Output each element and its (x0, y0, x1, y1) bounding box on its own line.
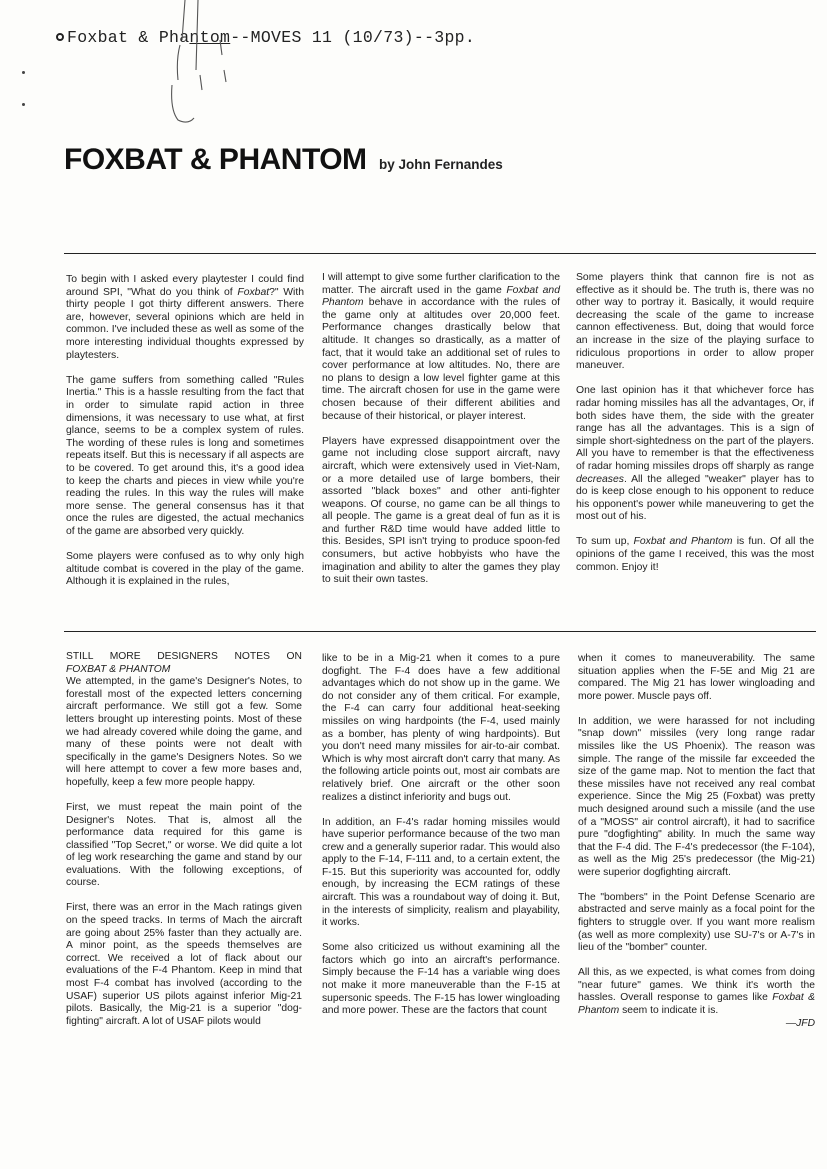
text-run: First, there was an error in the Mach ratings given on the speed tracks. In terms of Mach the aircraft are going about 25% faster than they actually are. A minor point, as the speeds themselves are correct. We received a lot of flack about our evaluations of the F-4 Phantom. Keep in mind that most F-4 combat has involved (according to the USAF) superior US pilots against inferior Mig-21 pilots. Basically, the Mig-21 is a superior "dog-fighting" aircraft. A lot of USAF pilots would (66, 902, 302, 1027)
text-run: The game suffers from something called "Rules Inertia." This is a hassle resulting from the fact that in order to simulate rapid action in three dimensions, it was necessary to use what, at first glance, seems to be a complex system of rules. The wording of these rules is long and sometimes repeats itself. But this is necessary if all aspects are to be covered. To get around this, it's a good idea to keep the charts and pieces in view while you're reading the rules. In this way the rules will make more sense. The general consensus has it that once the rules are digested, the actual mechanics of the game are absorbed very quickly. (66, 374, 304, 537)
header-suffix: --MOVES 11 (10/73)--3pp. (230, 28, 476, 47)
paragraph (576, 272, 814, 373)
text-run: Some players think that cannon fire is not as effective as it should be. The truth is, there was no other way to portray it. Basically, it would require decreasing the scale of the game to increase cannon effectiveness. But, doing that would force an increase in the size of the playing surface to ridiculous proportions in order to allow proper maneuver. (576, 272, 814, 372)
paragraph (66, 551, 304, 589)
paragraph (322, 436, 560, 587)
paragraph (576, 385, 814, 524)
paragraph (66, 902, 302, 1028)
text-run: seem to indicate it is. (619, 1005, 719, 1017)
text-run: like to be in a Mig-21 when it comes to a pure dogfight. The F-4 does have a few additional advantages which do not show up in the game. We do not consider any of them critical. For example, the F-4 can carry four additional heat-seeking missiles on wing hardpoints (the F-4, used mainly as a bomber, has plenty of wing hardpoints). But you don't need many missiles for air-to-air combat. Which is why most aircraft don't carry that many. As the following article points out, most air combats are relatively brief. One aircraft or the other soon realizes a distinct inferiority and bugs out. (322, 653, 560, 803)
title-block (64, 143, 503, 177)
text-run: To begin with I asked every playtester I could find around SPI, "What do you think of (66, 274, 304, 298)
text-run: Some players were confused as to why only high altitude combat is covered in the play of the game. Although it is explained in the rules, (66, 551, 304, 588)
speck (22, 71, 25, 74)
notes-column-3 (578, 653, 815, 1031)
text-run: The "bombers" in the Point Defense Scenario are abstracted and serve mainly as a focal point for the fighters to struggle over. If you want more realism (as well as more complexity) use SU-7's or A-7's in lieu of the "bomber" counter. (578, 891, 815, 954)
text-run: Some also criticized us without examining all the factors which go into an aircraft's performance. Simply because the F-14 has a variable wing does not make it more maneuverable than the F-15 at supersonic speeds. The F-15 has lower wingloading and more power. These are the factors that count (322, 942, 560, 1017)
paragraph (578, 892, 815, 955)
bullet-icon (56, 33, 64, 41)
signature: —JFD (785, 1018, 815, 1029)
text-run: In addition, an F-4's radar homing missiles would have superior performance because of the two man crew and a generally superior radar. This would also apply to the F-14, F-111 and, to a certain extent, the F-15. But this superiority was accounted for, oddly enough, by increasing the ECM ratings of these aircraft. This was a roundabout way of doing it. But, in the interests of simplicity, realism and playability, it works. (322, 816, 560, 929)
italic-text: Foxbat and Phantom (322, 284, 560, 309)
paragraph (322, 817, 560, 930)
italic-text: Foxbat and Phantom (633, 536, 733, 548)
text-run: All this, as we expected, is what comes from doing "near future" games. We think it's worth the hassles. Overall response to games like (578, 967, 815, 1004)
text-run: We attempted, in the game's Designer's Notes, to forestall most of the expected letters concerning aircraft performance. We still got a few. Some letters brought up interesting points. Most of these we had already covered while doing the game, and many of these points were not dealt with specifically in the game's Designers Notes. So we will here attempt to cover a few more bases and, hopefully, keep a few more people happy. (66, 676, 302, 788)
paragraph (576, 536, 814, 574)
italic-text: Foxbat & Phantom (578, 992, 815, 1017)
paragraph (66, 274, 304, 362)
notes-column-2 (322, 653, 560, 1030)
pen-scribble (160, 0, 250, 130)
paragraph (322, 942, 560, 1018)
notes-column-1 (66, 651, 302, 1041)
text-run: behave in accordance with the rules of the game only at altitudes over 20,000 feet. Performance changes drastically below that altitude. It changes so drastically, as a matter of fact, that it would take an additional set of rules to cover performance at low altitudes. No, there are no plans to design a low level fighter game at this time. The aircraft chosen for use in the game were chosen because of their different abilities and because of their historical, or player interest. (322, 297, 560, 422)
text-run: ?" With thirty people I got thirty different answers. There are, however, several opinions which are held in common. I've included these as well as some of the more interesting individual thoughts expressed by playtesters. (66, 286, 304, 361)
text-run: One last opinion has it that whichever force has radar homing missiles has all the advantages, Or, if both sides have them, the side with the greater range has all the advantages. This is a sign of simple short-sightedness on the part of the players. All you have to remember is that the effectiveness of radar homing missiles drops off sharply as range (576, 385, 814, 472)
text-run: . All the alleged "weaker" player has to do is keep close enough to his opponent to reduce his opponent's power while maneuvering to get the most out of his. (576, 473, 814, 523)
paragraph (322, 272, 560, 423)
text-run: In addition, we were harassed for not including "snap down" missiles (very long range radar missiles like the US Phoenix). The reason was simple. The range of the missile far exceeded the size of the game map. Not to mention the fact that these missiles have not received any real combat experience. Since the Mig 25 (Foxbat) was pretty much designed around such a missile (and the use of a "MOSS" air control aircraft), it had to sacrifice pure "dogfighting" ability. In much the same way that the F-4 did. The F-4's predecessor (the F-104), as well as the Mig 25's predecessor (the Mig-21) were superior dogfighting aircraft. (578, 715, 815, 878)
paragraph (66, 676, 302, 789)
paragraph (578, 967, 815, 1017)
text-run: To sum up, (576, 536, 634, 548)
header-prefix: Foxbat & Pha (67, 28, 190, 47)
italic-text: Foxbat (237, 286, 270, 298)
text-run: is fun. Of all the opinions of the game I received, this was the most common. Enjoy it! (576, 536, 814, 573)
notes-subheading: FOXBAT & PHANTOM (66, 663, 171, 675)
italic-text: decreases (576, 473, 624, 485)
header-line (56, 28, 475, 47)
paragraph (322, 653, 560, 804)
paragraph (66, 802, 302, 890)
section-rule (64, 631, 816, 632)
article-column-3 (576, 272, 814, 587)
text-run: I will attempt to give some further clarification to the matter. The aircraft used in the game (322, 272, 560, 296)
article-byline: by John Fernandes (379, 157, 503, 172)
title-rule (64, 253, 816, 254)
article-title: FOXBAT & PHANTOM (64, 143, 367, 176)
paragraph (578, 716, 815, 880)
notes-column-1-body (66, 676, 302, 1028)
paragraph (66, 375, 304, 539)
notes-column-3-body (578, 653, 815, 1018)
text-run: First, we must repeat the main point of the Designer's Notes. That is, almost all the performance data required for this game is classified "Top Secret," or worse. We did quite a lot of leg work researching the game and stand by our evaluations. With the following exceptions, of course. (66, 801, 302, 889)
header-underlined: ntom (189, 28, 231, 47)
paragraph (578, 653, 815, 703)
article-column-2 (322, 272, 560, 599)
text-run: Players have expressed disappointment over the game not including close support aircraft, navy aircraft, which were extensively used in Viet-Nam, or a more detailed use of large bombers, their assorted "black boxes" and other anti-fighter weapons. Of course, no game can be all things to all people. The game is a great deal of fun as it is and further R&D time would have added little to this. Besides, SPI isn't trying to produce spoon-fed consumers, but active hobbyists who have the imagination and ability to alter the games they play to suit their own tastes. (322, 435, 560, 586)
article-column-1 (66, 274, 304, 601)
text-run: when it comes to maneuverability. The same situation applies when the F-5E and Mig 21 are compared. The Mig 21 has lower wingloading and more power. Muscle pays off. (578, 653, 815, 702)
notes-heading: STILL MORE DESIGNERS NOTES ON (66, 651, 302, 662)
speck (22, 103, 25, 106)
